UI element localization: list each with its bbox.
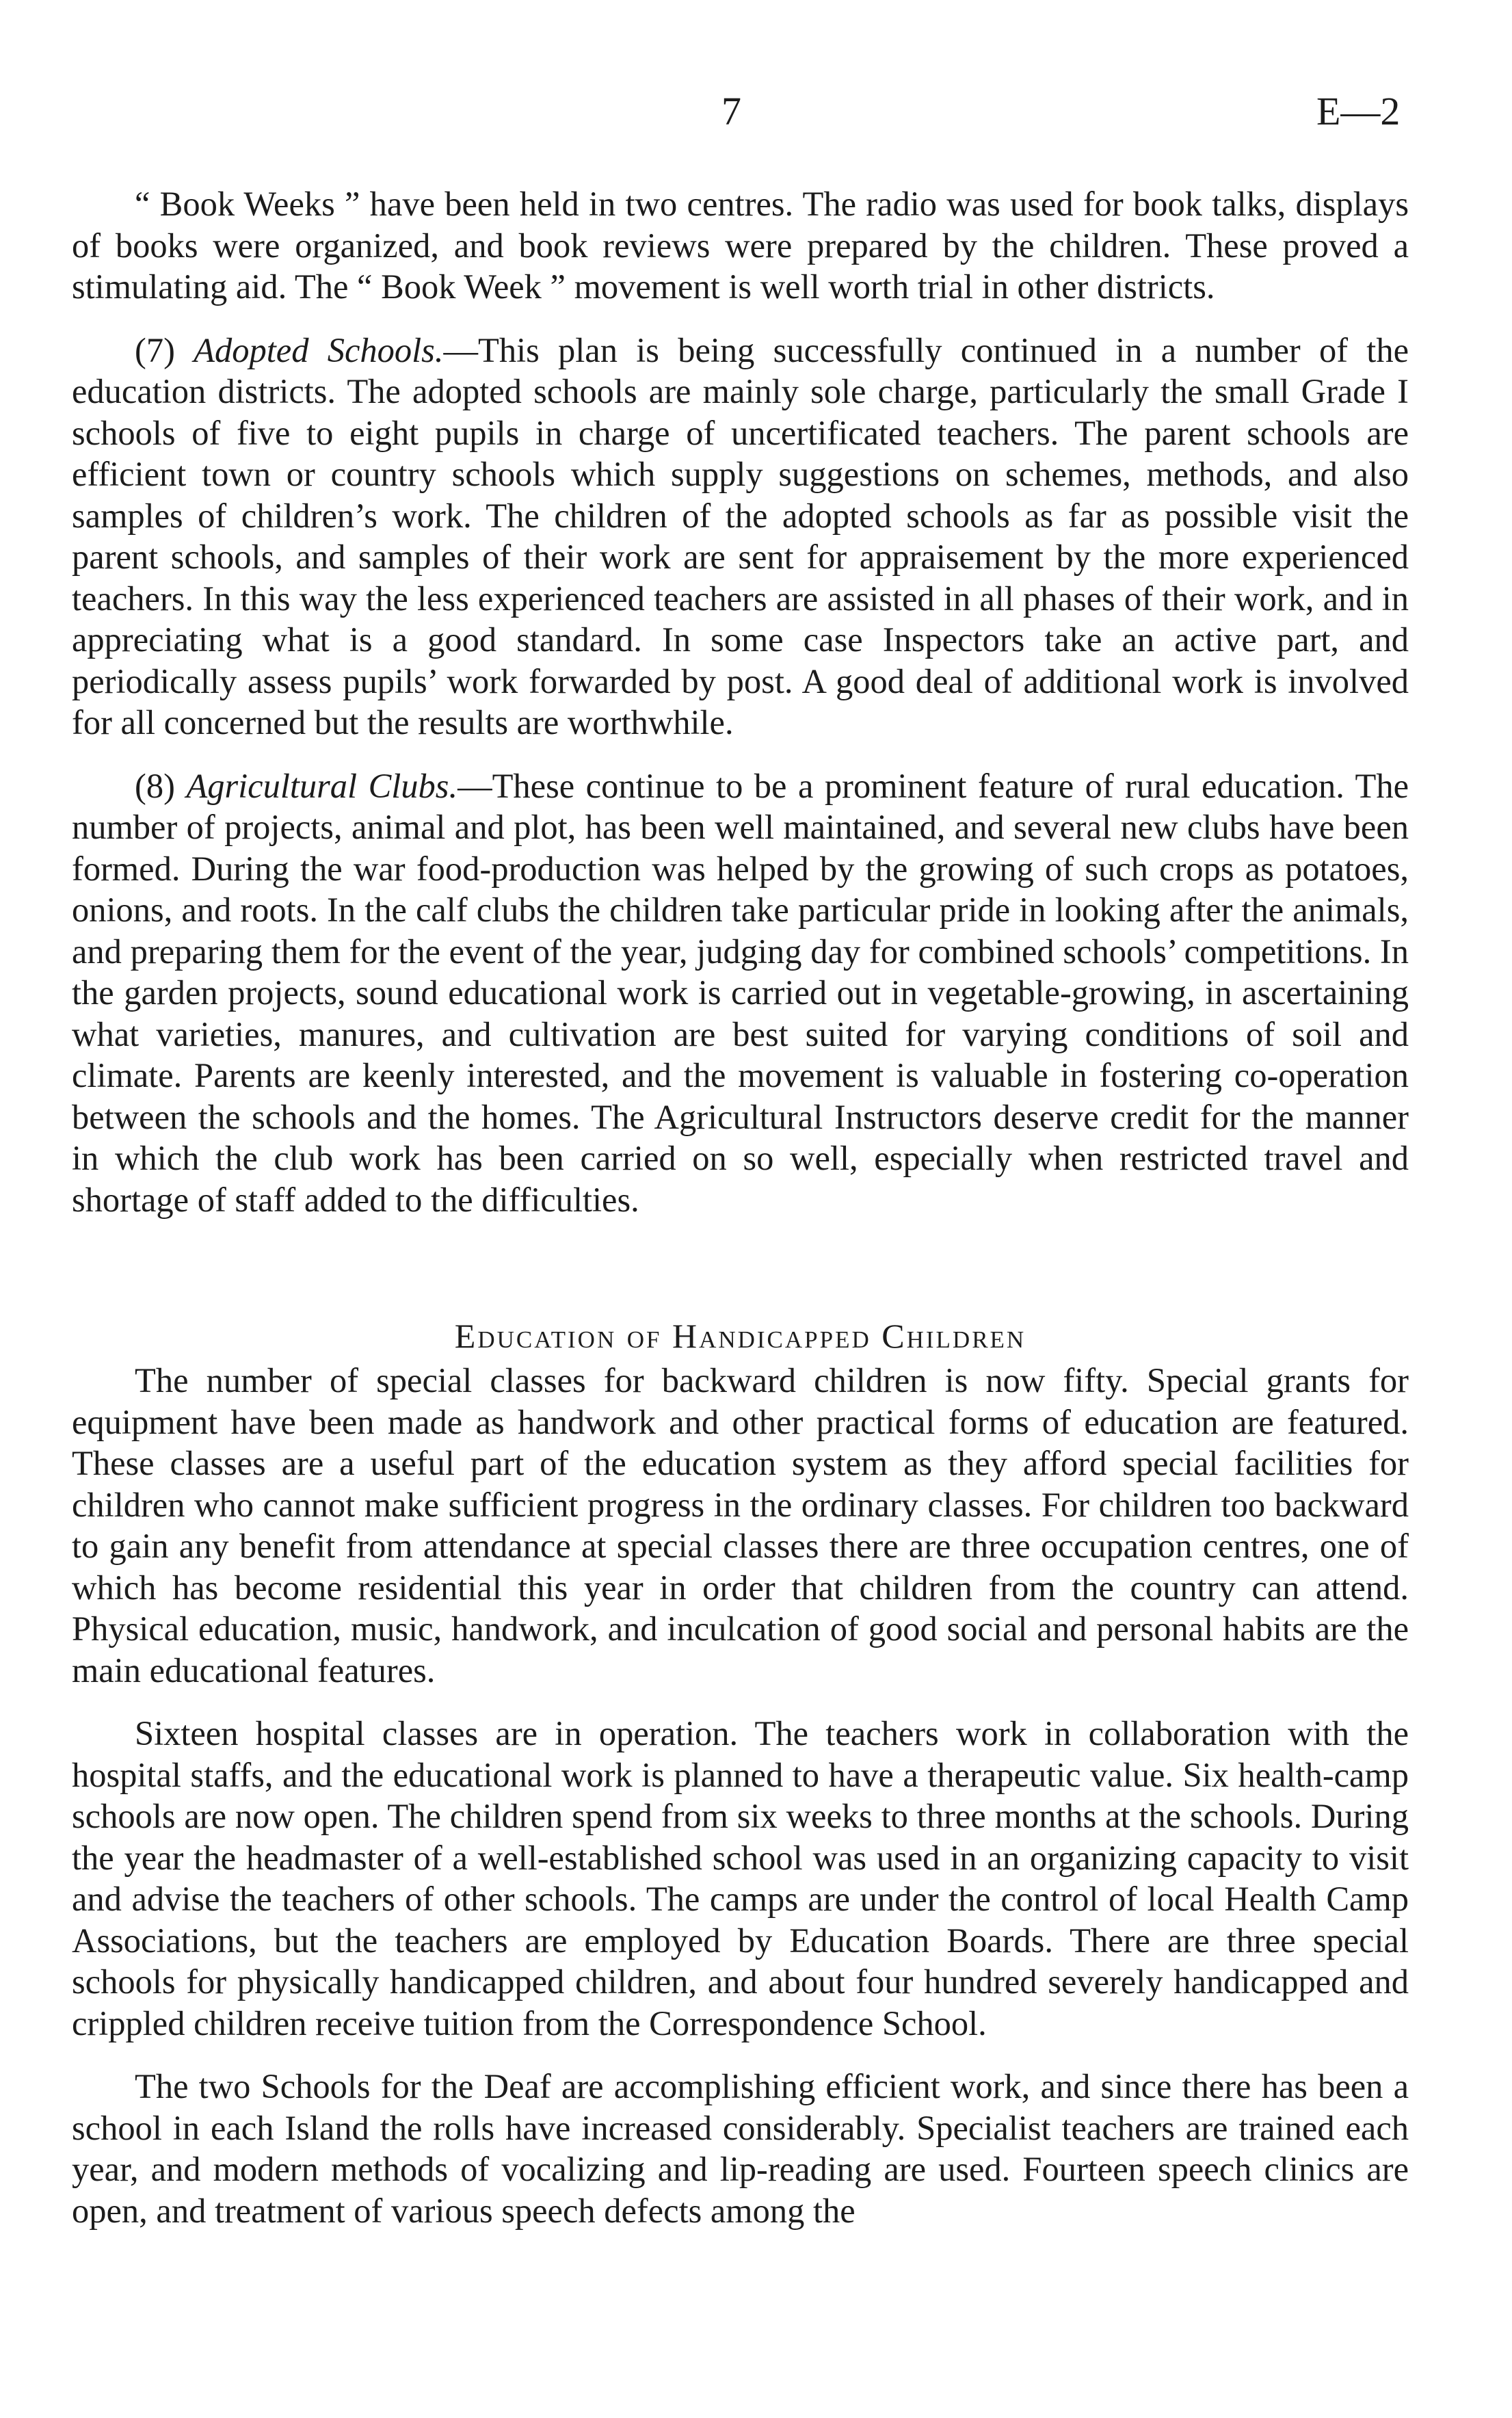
paragraph-schools-for-deaf: The two Schools for the Deaf are accomplishing efficient work, and since there has been a school in each Island the rolls have increased considerably. Specialist teachers are trained each year, and modern methods of vocalizing and lip-reading are used. Fourteen speech clinics are open, and treatment of various speech defects among the [72,2067,1409,2230]
paragraph-adopted-schools [72,330,1409,744]
page-header [0,88,1512,142]
paragraph-number: (7) [135,330,194,369]
paragraph-agricultural-clubs [72,765,1409,1221]
page-number: 7 [721,89,741,133]
document-reference: E—2 [1316,89,1401,133]
paragraph-text: —This plan is being successfully continued in a number of the education districts. The adopted schools are mainly sole charge, particularly the small Grade I schools of five to eight pupils in charge of uncertificated teachers. The parent schools are efficient town or country schools which supply suggestions on schemes, methods, and also samples of children’s work. The children of the adopted schools as far as possible visit the parent schools, and samples of their work are sent for appraisement by the more experienced teachers. In this way the less experienced teachers are assisted in all phases of their work, and in appreciating what is a good standard. In some case Inspectors take an active part, and periodically assess pupils’ work forwarded by post. A good deal of additional work is involved for all concerned but the results are worthwhile. [72,330,1409,741]
paragraph-subheading: Adopted Schools. [194,330,444,369]
paragraph-number: (8) [135,766,187,805]
paragraph-text: —These continue to be a prominent feature of rural education. The number of projects, animal and plot, has been well maintained, and several new clubs have been formed. During the war food-production was helped by the growing of such crops as potatoes, onions, and roots. In the calf clubs the children take particular pride in looking after the animals, and preparing them for the event of the year, judging day for combined schools’ competitions. In the garden projects, sound educational work is carried out in vegetable-growing, in ascertaining what varieties, manures, and cultivation are best suited for varying conditions of soil and climate. Parents are keenly interested, and the movement is valuable in fostering co-operation between the schools and the homes. The Agricultural Instructors deserve credit for the manner in which the club work has been carried on so well, especially when restricted travel and shortage of staff added to the difficulties. [72,766,1409,1219]
paragraph-book-weeks: “ Book Weeks ” have been held in two centres. The radio was used for book talks, displays of books were organized, and book reviews were prepared by the children. These proved a stimulating aid. The “ Book Week ” movement is well worth trial in other districts. [72,185,1409,306]
paragraph-hospital-classes: Sixteen hospital classes are in operation. The teachers work in collaboration with the hospital staffs, and the educational work is planned to have a therapeutic value. Six health-camp schools are now open. The children spend from six weeks to three months at the schools. During the year the headmaster of a well-established school was used in an organizing capacity to visit and advise the teachers of other schools. The camps are under the control of local Health Camp Associations, but the teachers are employed by Education Boards. There are three special schools for physically handicapped children, and about four hundred severely handicapped and crippled children receive tuition from the Correspondence School. [72,1714,1409,2042]
paragraph-subheading: Agricultural Clubs. [186,766,458,805]
section-heading: Education of Handicapped Children [454,1317,1026,1355]
body-text [72,183,1409,2231]
paragraph-special-classes: The number of special classes for backward children is now fifty. Special grants for equipment have been made as handwork and other practical forms of education are featured. These classes are a useful part of the education system as they afford special facilities for children who cannot make sufficient progress in the ordinary classes. For children too backward to gain any benefit from attendance at special classes there are three occupation centres, one of which has become residential this year in order that children from the country can attend. Physical education, music, handwork, and inculcation of good social and personal habits are the main educational features. [72,1361,1409,1690]
